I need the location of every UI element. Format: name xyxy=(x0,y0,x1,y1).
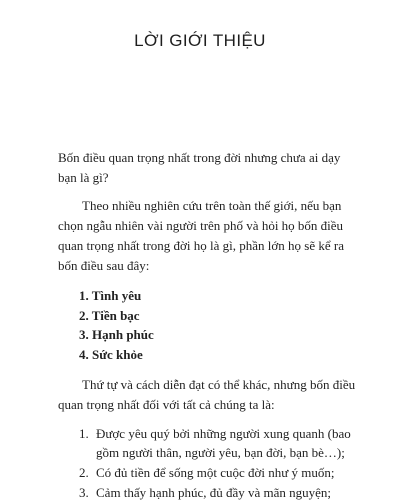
list-item-number: 3. xyxy=(79,485,89,500)
list-item-text: Cảm thấy hạnh phúc, đủ đầy và mãn nguyện; xyxy=(96,485,332,500)
page-body xyxy=(58,148,358,503)
list-item xyxy=(79,424,358,462)
list-item-happiness: 3. Hạnh phúc xyxy=(79,327,154,342)
list-item-love: 1. Tình yêu xyxy=(79,288,142,303)
opening-question: Bốn điều quan trọng nhất trong đời nhưng chưa ai dạy bạn là gì? xyxy=(58,150,341,185)
list-item xyxy=(79,463,358,482)
page-title: LỜI GIỚI THIỆU xyxy=(134,31,266,50)
list-item xyxy=(79,483,358,502)
list-item-health: 4. Sức khỏe xyxy=(79,346,143,362)
order-paragraph: Thứ tự và cách diễn đạt có thể khác, nhưng bốn điều quan trọng nhất đối với tất cả chúng ta là: xyxy=(58,377,356,412)
list-item-money: 2. Tiền bạc xyxy=(79,307,140,323)
four-things-list xyxy=(58,286,358,364)
list-item-number: 1. xyxy=(79,426,89,441)
research-paragraph: Theo nhiều nghiên cứu trên toàn thế giới, nếu bạn chọn ngẫu nhiên vài người trên phố và hỏi họ bốn điều quan trọng nhất trong đời họ là gì, phần lớn họ sẽ kể ra bốn điều sau đây: xyxy=(58,198,344,273)
list-item-text: Có đủ tiền để sống một cuộc đời như ý muốn; xyxy=(96,465,335,480)
list-item-text: Được yêu quý bởi những người xung quanh (bao gồm người thân, người yêu, bạn đời, bạn bè…); xyxy=(96,426,351,460)
detailed-list xyxy=(58,424,358,502)
list-item-number: 2. xyxy=(79,465,89,480)
